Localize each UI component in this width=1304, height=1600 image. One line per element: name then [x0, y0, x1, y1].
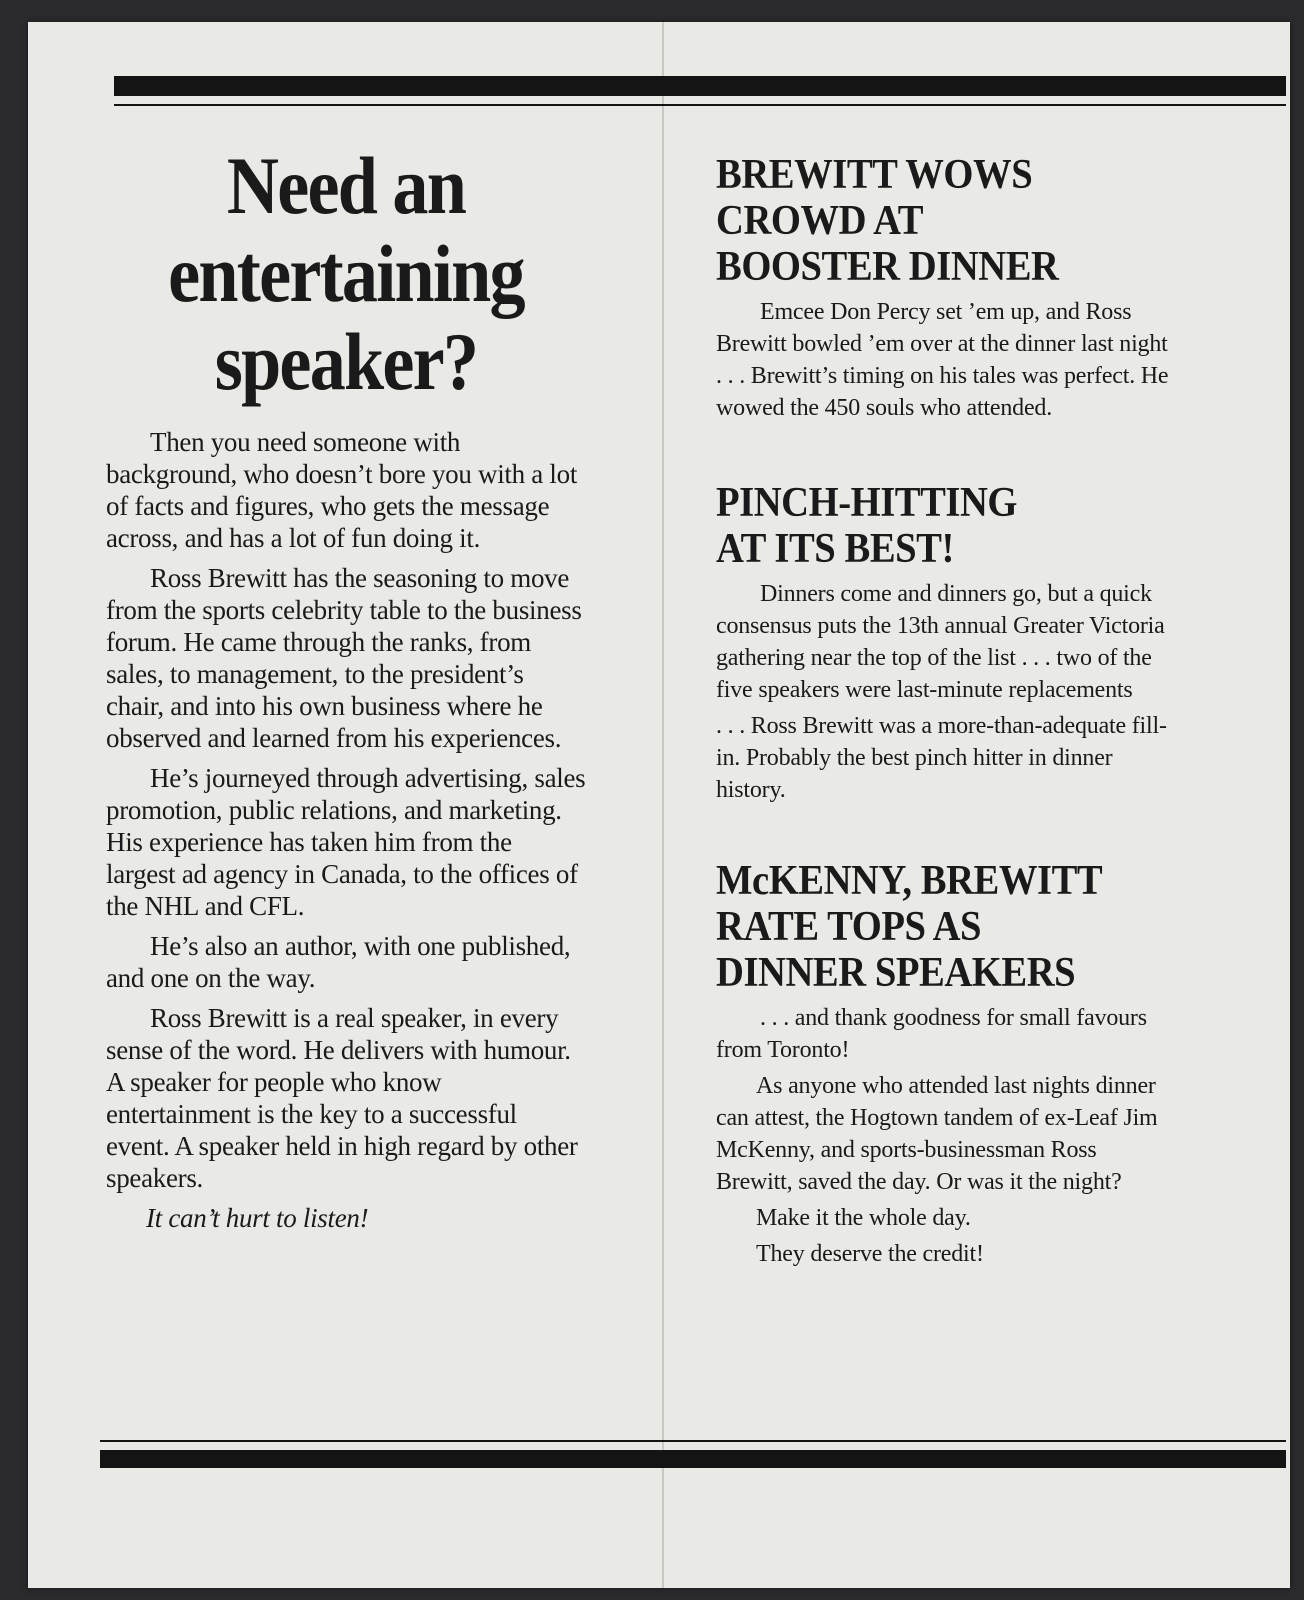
background-paragraph: Ross Brewitt has the seasoning to move from the sports celebrity table to the business forum. He came through the ranks, from sales, to management, to the president’s chair, and into his own business where he observed and learned from his experiences. [106, 563, 582, 753]
article-paragraph: Make it the whole day. [756, 1205, 971, 1231]
article-headline-line: BOOSTER DINNER [716, 244, 1059, 290]
article-headline-line: RATE TOPS AS [716, 904, 982, 950]
main-headline-line-2: entertaining [168, 228, 524, 319]
author-paragraph: He’s also an author, with one published, and one on the way. [106, 931, 571, 993]
bottom-rule-thick [100, 1450, 1286, 1468]
main-headline-line-1: Need an [226, 140, 466, 231]
main-headline [135, 142, 557, 406]
top-rule-thick [114, 76, 1286, 96]
article-paragraph: They deserve the credit! [756, 1241, 984, 1267]
article-headline-line: BREWITT WOWS [716, 152, 1033, 198]
top-rule-thin [114, 104, 1286, 106]
main-headline-line-3: speaker? [214, 316, 478, 407]
article-paragraph: . . . and thank goodness for small favours from Toronto! [716, 1005, 1147, 1063]
left-column [106, 142, 586, 1242]
article-headline [716, 152, 1139, 290]
bottom-rule-thin [100, 1440, 1286, 1442]
article-paragraph: Dinners come and dinners go, but a quick consensus puts the 13th annual Greater Victoria gathering near the top of the list . . . two of the five speakers were last-minute replacements [716, 581, 1165, 703]
article-booster-dinner [716, 152, 1176, 424]
article-headline [716, 858, 1139, 996]
article-headline-line: AT ITS BEST! [716, 526, 954, 572]
article-paragraph: Emcee Don Percy set ’em up, and Ross Brewitt bowled ’em over at the dinner last night . . . Brewitt’s timing on his tales was perfect. He wowed the 450 souls who attended. [716, 299, 1169, 421]
article-headline [716, 480, 1139, 572]
article-headline-line: CROWD AT [716, 198, 924, 244]
article-dinner-speakers [716, 858, 1176, 1270]
tagline: It can’t hurt to listen! [146, 1203, 369, 1233]
article-paragraph: As anyone who attended last nights dinner can attest, the Hogtown tandem of ex-Leaf Jim McKenny, and sports-businessman Ross Brewitt, saved the day. Or was it the night? [716, 1073, 1158, 1195]
article-headline-line: PINCH-HITTING [716, 480, 1018, 526]
article-headline-line: DINNER SPEAKERS [716, 950, 1076, 996]
intro-paragraph: Then you need someone with background, who doesn’t bore you with a lot of facts and figures, who gets the message across, and has a lot of fun doing it. [106, 427, 578, 553]
article-paragraph: . . . Ross Brewitt was a more-than-adequate fill-in. Probably the best pinch hitter in dinner history. [716, 713, 1167, 803]
article-headline-line: McKENNY, BREWITT [716, 858, 1103, 904]
brochure-page [28, 22, 1290, 1588]
page-fold [662, 22, 664, 1588]
article-pinch-hitting [716, 480, 1176, 806]
speaker-paragraph: Ross Brewitt is a real speaker, in every sense of the word. He delivers with humour. A speaker for people who know entertainment is the key to a successful event. A speaker held in high regard by other speakers. [106, 1003, 578, 1193]
experience-paragraph: He’s journeyed through advertising, sales promotion, public relations, and marketing. His experience has taken him from the largest ad agency in Canada, to the offices of the NHL and CFL. [106, 763, 586, 921]
right-column [716, 152, 1176, 1310]
